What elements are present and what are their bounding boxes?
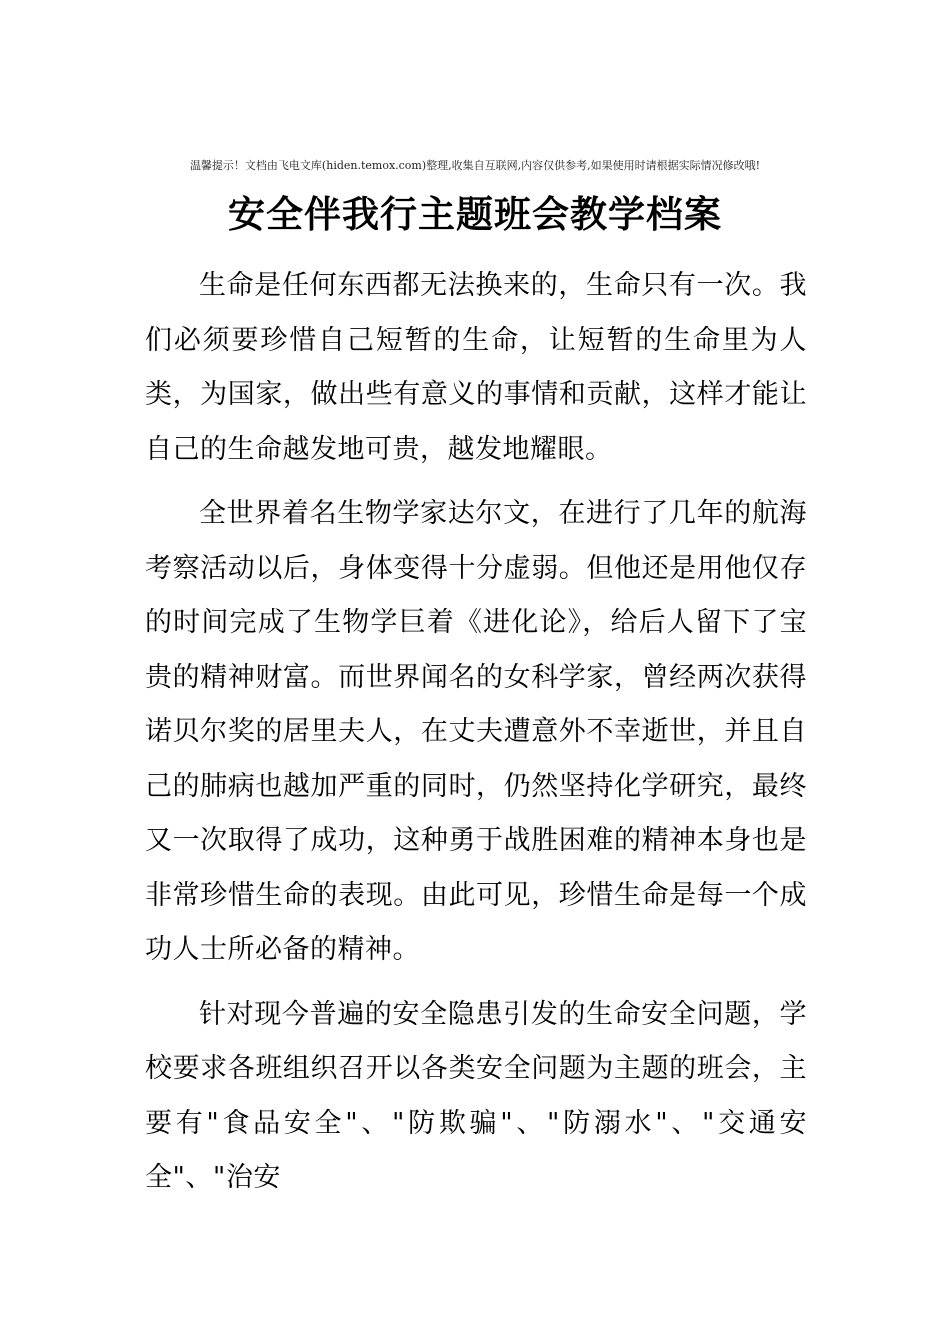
document-body <box>145 259 807 1216</box>
paragraph-2: 全世界着名生物学家达尔文，在进行了几年的航海考察活动以后，身体变得十分虚弱。但他还是用他仅存的时间完成了生物学巨着《进化论》，给后人留下了宝贵的精神财富。而世界闻名的女科学家，曾经两次获得诺贝尔奖的居里夫人，在丈夫遭意外不幸逝世，并且自己的肺病也越加严重的同时，仍然坚持化学研究，最终又一次取得了成功，这种勇于战胜困难的精神本身也是非常珍惜生命的表现。由此可见，珍惜生命是每一个成功人士所必备的精神。 <box>145 498 807 965</box>
page-title: 安全伴我行主题班会教学档案 <box>228 192 722 236</box>
paragraph-1: 生命是任何东西都无法换来的，生命只有一次。我们必须要珍惜自己短暂的生命，让短暂的生命里为人类，为国家，做出些有意义的事情和贡献，这样才能让自己的生命越发地可贵，越发地耀眼。 <box>145 270 807 465</box>
header-notice: 温馨提示！文档由飞电文库(hiden.temox.com)整理,收集自互联网,内容仅供参考,如果使用时请根据实际情况修改哦! <box>189 159 761 172</box>
paragraph-3: 针对现今普遍的安全隐患引发的生命安全问题，学校要求各班组织召开以各类安全问题为主题的班会，主要有"食品安全"、"防欺骗"、"防溺水"、"交通安全"、"治安 <box>145 998 807 1193</box>
